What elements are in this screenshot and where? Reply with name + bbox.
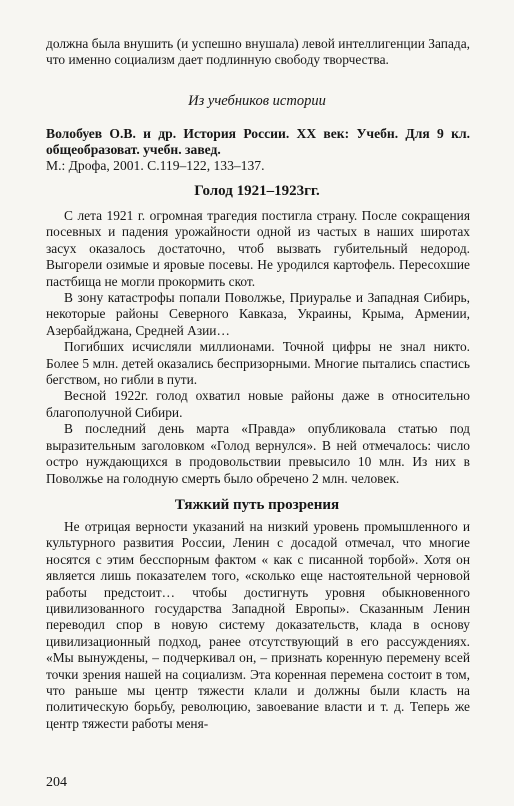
- citation-publisher: М.: Дрофа, 2001. С.119–122, 133–137.: [46, 158, 265, 173]
- source-heading: Из учебников истории: [188, 93, 326, 109]
- paragraph: С лета 1921 г. огромная трагедия постигла страну. После сокращения посевных и падения урожайности одной из частых в наших широтах засух оказалось достаточно, чтоб вызвать губительный недород. Выгорели озимые и яровые посевы. Не уродился картофель. Пересохшие пастбища не могли прокормить скот.: [46, 208, 470, 289]
- section-insight-body: [46, 519, 470, 732]
- paragraph: Погибших исчисляли миллионами. Точной цифры не знал никто. Более 5 млн. детей оказались беспризорными. Многие пытались спастись бегством, но гибли в пути.: [46, 339, 470, 388]
- page-number: 204: [46, 775, 67, 790]
- paragraph: В последний день марта «Правда» опубликовала статью под выразительным заголовком «Голод вернулся». В ней отмечалось: число остро нуждающихся в продовольствии превысило 10 млн. Из них в Поволжье на голодную смерть было обречено 2 млн. человек.: [46, 421, 470, 486]
- paragraph: Не отрицая верности указаний на низкий уровень промышленного и культурного развития России, Ленин с досадой отмечал, что многие носятся с этим бесспорным фактом « как с писанной торбой». Хотя он является лишь показателем того, «сколько еще настоятельной черновой работы предстоит… чтобы достигнуть уровня обыкновенного цивилизованного государства Западной Европы». Сказанным Ленин переводил спор в новую систему доказательств, клада в основу цивилизационный подход, ранее отсутствующий в его рассуждениях. «Мы вынуждены, – подчеркивал он, – признать коренную перемену всей точки зрения нашей на социализм. Эта коренная перемена состоит в том, что раньше мы центр тяжести клали и должны были класть на политическую борьбу, революцию, завоевание власти и т. д. Теперь же центр тяжести работы меня-: [46, 519, 470, 731]
- section-title-insight: Тяжкий путь прозрения: [174, 497, 340, 513]
- section-famine-body: [46, 208, 470, 487]
- citation-title: Волобуев О.В. и др. История России. XX век: Учебн. Для 9 кл. общеобразоват. учебн. завед.: [46, 126, 470, 157]
- intro-paragraph: должна была внушить (и успешно внушала) левой интеллигенции Запада, что именно социализм дает подлинную свободу творчества.: [46, 36, 470, 68]
- citation-block: [46, 126, 470, 174]
- paragraph: В зону катастрофы попали Поволжье, Приуралье и Западная Сибирь, некоторые районы Северного Кавказа, Украины, Крыма, Армении, Азербайджана, Средней Азии…: [46, 290, 470, 338]
- section-title-famine: Голод 1921–1923гг.: [194, 183, 320, 199]
- paragraph: Весной 1922г. голод охватил новые районы даже в относительно благополучной Сибири.: [46, 388, 470, 420]
- intro-block: [46, 36, 470, 69]
